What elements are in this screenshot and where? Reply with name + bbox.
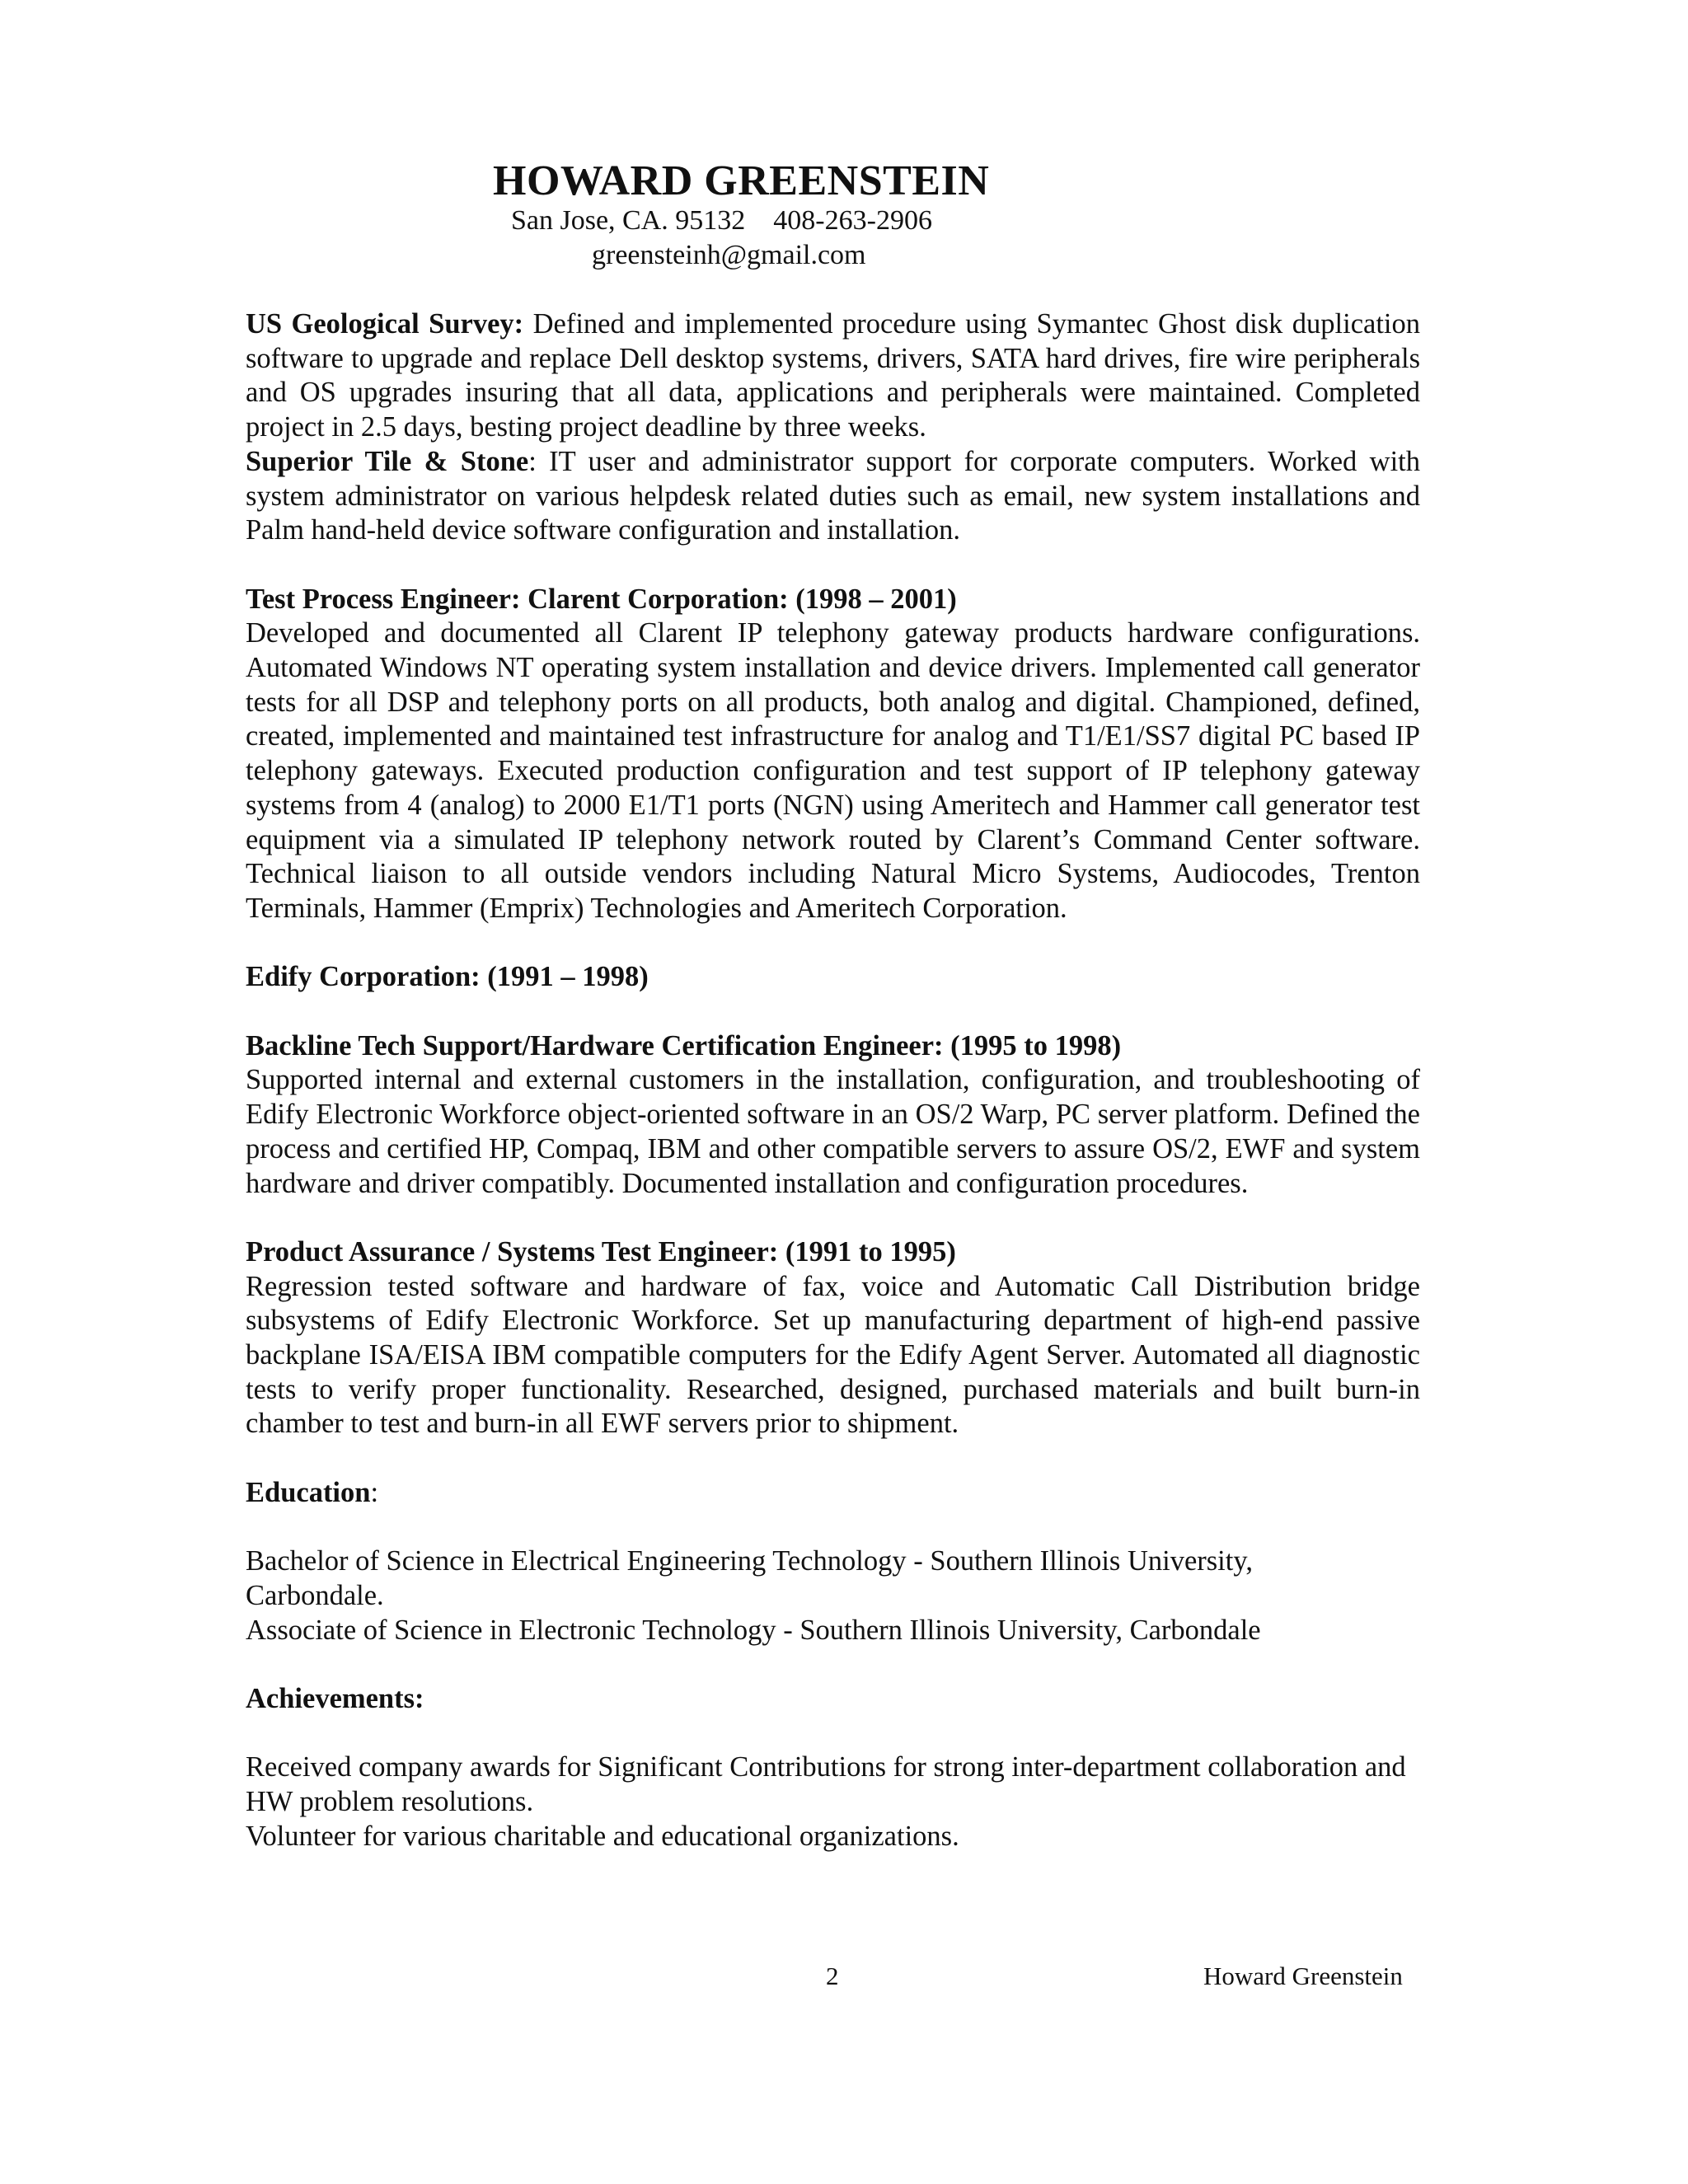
achievement-line-2: HW problem resolutions. — [246, 1786, 534, 1818]
education-label: Education — [246, 1476, 371, 1508]
education-heading — [246, 1476, 1420, 1511]
degree-associate: Associate of Science in Electronic Technology - Southern Illinois University, Carbondale — [246, 1614, 1261, 1646]
clarent-paragraph: Developed and documented all Clarent IP telephony gateway products hardware configurations. Automated Windows NT operating system installation and device drivers. Implemented call generator tests for all DSP and telephony ports on all products, both analog and digital. Championed, defined, created, implemented and maintained test infrastructure for analog and T1/E1/SS7 digital PC based IP telephony gateways. Executed production configuration and test support of IP telephony gateway systems from 4 (analog) to 2000 E1/T1 ports (NGN) using Ameritech and Hammer call generator test equipment via a simulated IP telephony network routed by Clarent’s Command Center software. Technical liaison to all outside vendors including Natural Micro Systems, Audiocodes, Trenton Terminals, Hammer (Emprix) Technologies and Ameritech Corporation. — [246, 617, 1420, 924]
city-text: San Jose, CA. 95132 — [511, 205, 746, 236]
degree-bachelor-line1: Bachelor of Science in Electrical Engineering Technology - Southern Illinois University, — [246, 1545, 1253, 1577]
superior-text: : IT user and administrator support for corporate computers. Worked with system administrator on various helpdesk related duties such as email, new system installations and Palm hand-held device software configuration and installation. — [246, 445, 1420, 546]
product-heading: Product Assurance / Systems Test Engineer: (1991 to 1995) — [246, 1235, 956, 1268]
usgs-label: US Geological Survey: — [246, 308, 524, 340]
degree-bachelor-line2: Carbondale. — [246, 1579, 384, 1611]
achievement-line-3: Volunteer for various charitable and educational organizations. — [246, 1820, 959, 1852]
achievement-line-1: Received company awards for Significant Contributions for strong inter-department collaboration and — [246, 1751, 1406, 1783]
superior-label: Superior Tile & Stone — [246, 445, 529, 477]
backline-heading: Backline Tech Support/Hardware Certification Engineer: (1995 to 1998) — [246, 1029, 1122, 1062]
footer-name: Howard Greenstein — [1203, 1961, 1403, 1990]
phone-text: 408-263-2906 — [773, 205, 932, 236]
email-text: greensteinh@gmail.com — [592, 240, 866, 270]
usgs-paragraph — [246, 307, 1420, 445]
clarent-heading: Test Process Engineer: Clarent Corporation: (1998 – 2001) — [246, 583, 957, 615]
education-colon: : — [370, 1476, 379, 1508]
product-paragraph: Regression tested software and hardware of fax, voice and Automatic Call Distribution bridge subsystems of Edify Electronic Workforce. Set up manufacturing department of high-end passive backplane ISA/EISA IBM compatible computers for the Edify Agent Server. Automated all diagnostic tests to verify proper functionality. Researched, designed, purchased materials and built burn-in chamber to test and burn-in all EWF servers prior to shipment. — [246, 1270, 1420, 1440]
page-number: 2 — [826, 1961, 839, 1990]
resume-body — [246, 307, 1420, 1854]
candidate-name: HOWARD GREENSTEIN — [493, 157, 990, 204]
achievements-heading: Achievements: — [246, 1683, 424, 1715]
edify-heading: Edify Corporation: (1991 – 1998) — [246, 961, 649, 993]
contact-address-phone — [511, 204, 932, 238]
superior-paragraph — [246, 445, 1420, 548]
backline-paragraph: Supported internal and external customers in the installation, configuration, and troubleshooting of Edify Electronic Workforce object-oriented software in an OS/2 Warp, PC server platform. Defined the process and certified HP, Compaq, IBM and other compatible servers to assure OS/2, EWF and system hardware and driver compatibly. Documented installation and configuration procedures. — [246, 1064, 1420, 1199]
usgs-text: Defined and implemented procedure using Symantec Ghost disk duplication software to upgrade and replace Dell desktop systems, drivers, SATA hard drives, fire wire peripherals and OS upgrades insuring that all data, applications and peripherals were maintained. Completed project in 2.5 days, besting project deadline by three weeks. — [246, 308, 1421, 443]
